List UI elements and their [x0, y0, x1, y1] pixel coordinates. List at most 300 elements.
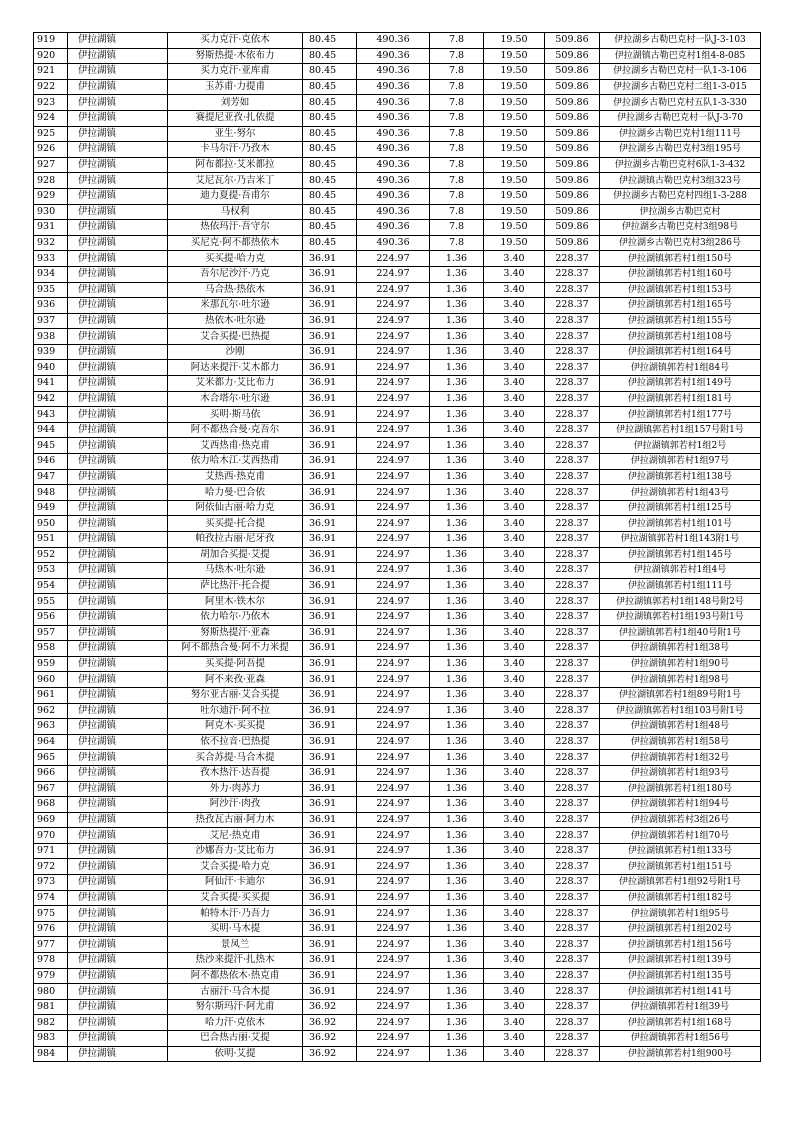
area-value: 36.91	[303, 594, 357, 610]
total-value: 228.37	[545, 765, 600, 781]
table-row	[34, 719, 761, 735]
rate-value: 1.36	[430, 953, 484, 969]
subsidy-value: 19.50	[484, 33, 545, 49]
total-value: 228.37	[545, 750, 600, 766]
row-number: 941	[34, 376, 68, 392]
town-name: 伊拉湖镇	[68, 313, 168, 329]
town-name: 伊拉湖镇	[68, 937, 168, 953]
subsidy-value: 3.40	[484, 391, 545, 407]
person-name: 马权利	[168, 204, 303, 220]
table-row	[34, 532, 761, 548]
amount-value: 224.97	[357, 469, 430, 485]
rate-value: 7.8	[430, 142, 484, 158]
area-value: 36.91	[303, 407, 357, 423]
area-value: 36.91	[303, 469, 357, 485]
town-name: 伊拉湖镇	[68, 469, 168, 485]
town-name: 伊拉湖镇	[68, 266, 168, 282]
amount-value: 224.97	[357, 298, 430, 314]
rate-value: 1.36	[430, 516, 484, 532]
table-row	[34, 376, 761, 392]
row-number: 982	[34, 1015, 68, 1031]
area-value: 36.91	[303, 781, 357, 797]
person-name: 艾西热甫·热克甫	[168, 438, 303, 454]
subsidy-value: 3.40	[484, 376, 545, 392]
rate-value: 1.36	[430, 719, 484, 735]
area-value: 36.91	[303, 547, 357, 563]
subsidy-value: 19.50	[484, 48, 545, 64]
area-value: 36.91	[303, 984, 357, 1000]
address: 伊拉湖乡古勒巴克村3组98号	[600, 220, 761, 236]
table-row	[34, 64, 761, 80]
area-value: 80.45	[303, 110, 357, 126]
town-name: 伊拉湖镇	[68, 797, 168, 813]
town-name: 伊拉湖镇	[68, 547, 168, 563]
row-number: 969	[34, 812, 68, 828]
table-row	[34, 407, 761, 423]
address: 伊拉湖镇郭若村1组58号	[600, 734, 761, 750]
table-row	[34, 625, 761, 641]
town-name: 伊拉湖镇	[68, 64, 168, 80]
area-value: 80.45	[303, 95, 357, 111]
rate-value: 1.36	[430, 1046, 484, 1062]
total-value: 228.37	[545, 1015, 600, 1031]
person-name: 吾尔尼沙汗·乃克	[168, 266, 303, 282]
area-value: 80.45	[303, 235, 357, 251]
table-row	[34, 220, 761, 236]
town-name: 伊拉湖镇	[68, 750, 168, 766]
amount-value: 490.36	[357, 126, 430, 142]
rate-value: 1.36	[430, 703, 484, 719]
person-name: 木合塔尔·吐尔逊	[168, 391, 303, 407]
total-value: 228.37	[545, 376, 600, 392]
area-value: 36.92	[303, 1046, 357, 1062]
person-name: 依明·艾提	[168, 1046, 303, 1062]
total-value: 228.37	[545, 391, 600, 407]
amount-value: 224.97	[357, 532, 430, 548]
town-name: 伊拉湖镇	[68, 48, 168, 64]
amount-value: 224.97	[357, 734, 430, 750]
rate-value: 1.36	[430, 672, 484, 688]
table-row	[34, 578, 761, 594]
subsidy-value: 3.40	[484, 500, 545, 516]
total-value: 509.86	[545, 33, 600, 49]
table-row	[34, 609, 761, 625]
table-row	[34, 999, 761, 1015]
address: 伊拉湖镇郭若村1组155号	[600, 313, 761, 329]
subsidy-value: 3.40	[484, 797, 545, 813]
row-number: 967	[34, 781, 68, 797]
subsidy-value: 3.40	[484, 641, 545, 657]
address: 伊拉湖镇郭若村1组193号附1号	[600, 609, 761, 625]
area-value: 36.91	[303, 454, 357, 470]
town-name: 伊拉湖镇	[68, 422, 168, 438]
area-value: 36.91	[303, 703, 357, 719]
row-number: 977	[34, 937, 68, 953]
total-value: 228.37	[545, 407, 600, 423]
amount-value: 224.97	[357, 376, 430, 392]
table-row	[34, 266, 761, 282]
rate-value: 1.36	[430, 485, 484, 501]
area-value: 36.91	[303, 906, 357, 922]
area-value: 36.91	[303, 953, 357, 969]
subsidy-value: 3.40	[484, 937, 545, 953]
row-number: 951	[34, 532, 68, 548]
row-number: 958	[34, 641, 68, 657]
address: 伊拉湖镇郭若村1组141号	[600, 984, 761, 1000]
address: 伊拉湖乡古勒巴克村二组1-3-015	[600, 79, 761, 95]
amount-value: 224.97	[357, 781, 430, 797]
address: 伊拉湖镇郭若村1组108号	[600, 329, 761, 345]
subsidy-value: 3.40	[484, 485, 545, 501]
area-value: 80.45	[303, 33, 357, 49]
address: 伊拉湖乡古勒巴克村6队1-3-432	[600, 157, 761, 173]
table-row	[34, 204, 761, 220]
address: 伊拉湖镇郭若村1组139号	[600, 953, 761, 969]
area-value: 36.91	[303, 797, 357, 813]
subsidy-value: 3.40	[484, 251, 545, 267]
total-value: 228.37	[545, 1046, 600, 1062]
amount-value: 224.97	[357, 360, 430, 376]
rate-value: 7.8	[430, 235, 484, 251]
area-value: 36.91	[303, 329, 357, 345]
subsidy-value: 3.40	[484, 672, 545, 688]
table-row	[34, 391, 761, 407]
area-value: 80.45	[303, 142, 357, 158]
person-name: 胡加合买提·艾提	[168, 547, 303, 563]
rate-value: 7.8	[430, 220, 484, 236]
town-name: 伊拉湖镇	[68, 609, 168, 625]
rate-value: 1.36	[430, 921, 484, 937]
town-name: 伊拉湖镇	[68, 812, 168, 828]
subsidy-value: 3.40	[484, 703, 545, 719]
subsidy-value: 3.40	[484, 407, 545, 423]
area-value: 36.91	[303, 532, 357, 548]
amount-value: 224.97	[357, 516, 430, 532]
table-body	[34, 33, 761, 1062]
address: 伊拉湖镇郭若村1组97号	[600, 454, 761, 470]
total-value: 228.37	[545, 921, 600, 937]
person-name: 阿仙汗·卡迪尔	[168, 875, 303, 891]
row-number: 928	[34, 173, 68, 189]
amount-value: 224.97	[357, 1031, 430, 1047]
address: 伊拉湖镇郭若村1组98号	[600, 672, 761, 688]
town-name: 伊拉湖镇	[68, 1046, 168, 1062]
person-name: 依力哈木江·艾西热甫	[168, 454, 303, 470]
area-value: 36.91	[303, 625, 357, 641]
town-name: 伊拉湖镇	[68, 781, 168, 797]
town-name: 伊拉湖镇	[68, 984, 168, 1000]
row-number: 956	[34, 609, 68, 625]
address: 伊拉湖镇郭若村1组145号	[600, 547, 761, 563]
rate-value: 1.36	[430, 687, 484, 703]
subsidy-value: 3.40	[484, 828, 545, 844]
row-number: 962	[34, 703, 68, 719]
subsidy-value: 3.40	[484, 921, 545, 937]
amount-value: 224.97	[357, 500, 430, 516]
amount-value: 224.97	[357, 719, 430, 735]
town-name: 伊拉湖镇	[68, 734, 168, 750]
town-name: 伊拉湖镇	[68, 828, 168, 844]
total-value: 228.37	[545, 329, 600, 345]
area-value: 80.45	[303, 157, 357, 173]
subsidy-value: 19.50	[484, 173, 545, 189]
amount-value: 224.97	[357, 812, 430, 828]
total-value: 228.37	[545, 812, 600, 828]
total-value: 228.37	[545, 594, 600, 610]
area-value: 36.91	[303, 672, 357, 688]
table-row	[34, 859, 761, 875]
total-value: 228.37	[545, 469, 600, 485]
town-name: 伊拉湖镇	[68, 391, 168, 407]
row-number: 948	[34, 485, 68, 501]
person-name: 阿达来提汗·艾木都力	[168, 360, 303, 376]
person-name: 哈力曼·巴合依	[168, 485, 303, 501]
subsidy-value: 3.40	[484, 812, 545, 828]
rate-value: 1.36	[430, 360, 484, 376]
town-name: 伊拉湖镇	[68, 126, 168, 142]
row-number: 942	[34, 391, 68, 407]
total-value: 228.37	[545, 516, 600, 532]
row-number: 931	[34, 220, 68, 236]
address: 伊拉湖乡古勒巴克村一队J-3-70	[600, 110, 761, 126]
address: 伊拉湖镇郭若村1组153号	[600, 282, 761, 298]
area-value: 36.91	[303, 516, 357, 532]
amount-value: 224.97	[357, 1015, 430, 1031]
address: 伊拉湖乡古勒巴克村五队1-3-330	[600, 95, 761, 111]
total-value: 228.37	[545, 251, 600, 267]
subsidy-value: 3.40	[484, 563, 545, 579]
total-value: 228.37	[545, 843, 600, 859]
address: 伊拉湖镇郭若村1组148号附2号	[600, 594, 761, 610]
subsidy-value: 19.50	[484, 79, 545, 95]
area-value: 36.91	[303, 578, 357, 594]
rate-value: 1.36	[430, 750, 484, 766]
table-row	[34, 890, 761, 906]
area-value: 36.91	[303, 890, 357, 906]
amount-value: 224.97	[357, 547, 430, 563]
address: 伊拉湖镇郭若村1组149号	[600, 376, 761, 392]
total-value: 228.37	[545, 360, 600, 376]
person-name: 买买提·哈力克	[168, 251, 303, 267]
subsidy-value: 3.40	[484, 454, 545, 470]
area-value: 36.91	[303, 266, 357, 282]
subsidy-value: 3.40	[484, 953, 545, 969]
area-value: 36.91	[303, 765, 357, 781]
amount-value: 224.97	[357, 687, 430, 703]
total-value: 228.37	[545, 875, 600, 891]
address: 伊拉湖镇郭若村1组90号	[600, 656, 761, 672]
rate-value: 1.36	[430, 563, 484, 579]
town-name: 伊拉湖镇	[68, 687, 168, 703]
town-name: 伊拉湖镇	[68, 672, 168, 688]
amount-value: 490.36	[357, 95, 430, 111]
person-name: 阿沙汗·肉孜	[168, 797, 303, 813]
table-row	[34, 95, 761, 111]
area-value: 80.45	[303, 48, 357, 64]
person-name: 马热木·吐尔逊	[168, 563, 303, 579]
row-number: 960	[34, 672, 68, 688]
town-name: 伊拉湖镇	[68, 719, 168, 735]
row-number: 945	[34, 438, 68, 454]
subsidy-value: 3.40	[484, 266, 545, 282]
rate-value: 1.36	[430, 875, 484, 891]
table-row	[34, 875, 761, 891]
total-value: 228.37	[545, 563, 600, 579]
total-value: 228.37	[545, 266, 600, 282]
person-name: 买明·斯马依	[168, 407, 303, 423]
area-value: 36.91	[303, 937, 357, 953]
amount-value: 224.97	[357, 313, 430, 329]
total-value: 228.37	[545, 797, 600, 813]
town-name: 伊拉湖镇	[68, 438, 168, 454]
rate-value: 1.36	[430, 937, 484, 953]
row-number: 981	[34, 999, 68, 1015]
address: 伊拉湖镇郭若村1组151号	[600, 859, 761, 875]
table-row	[34, 422, 761, 438]
address: 伊拉湖镇郭若村1组133号	[600, 843, 761, 859]
total-value: 228.37	[545, 298, 600, 314]
amount-value: 490.36	[357, 142, 430, 158]
total-value: 509.86	[545, 48, 600, 64]
subsidy-value: 3.40	[484, 1031, 545, 1047]
rate-value: 1.36	[430, 282, 484, 298]
town-name: 伊拉湖镇	[68, 516, 168, 532]
town-name: 伊拉湖镇	[68, 1031, 168, 1047]
amount-value: 224.97	[357, 797, 430, 813]
area-value: 36.91	[303, 750, 357, 766]
rate-value: 1.36	[430, 329, 484, 345]
total-value: 228.37	[545, 859, 600, 875]
town-name: 伊拉湖镇	[68, 220, 168, 236]
total-value: 509.86	[545, 173, 600, 189]
table-row	[34, 500, 761, 516]
person-name: 玉苏甫·力提甫	[168, 79, 303, 95]
rate-value: 1.36	[430, 609, 484, 625]
person-name: 刘芳如	[168, 95, 303, 111]
rate-value: 7.8	[430, 79, 484, 95]
person-name: 依不拉音·巴热提	[168, 734, 303, 750]
area-value: 36.91	[303, 719, 357, 735]
table-row	[34, 672, 761, 688]
area-value: 36.92	[303, 1015, 357, 1031]
row-number: 970	[34, 828, 68, 844]
town-name: 伊拉湖镇	[68, 329, 168, 345]
address: 伊拉湖乡古勒巴克村一队1-3-106	[600, 64, 761, 80]
town-name: 伊拉湖镇	[68, 921, 168, 937]
rate-value: 7.8	[430, 188, 484, 204]
person-name: 米那瓦尔·吐尔逊	[168, 298, 303, 314]
row-number: 921	[34, 64, 68, 80]
address: 伊拉湖镇郭若村1组138号	[600, 469, 761, 485]
subsidy-value: 3.40	[484, 984, 545, 1000]
area-value: 36.91	[303, 609, 357, 625]
total-value: 509.86	[545, 188, 600, 204]
row-number: 976	[34, 921, 68, 937]
amount-value: 490.36	[357, 157, 430, 173]
person-name: 阿克木·买买提	[168, 719, 303, 735]
amount-value: 224.97	[357, 765, 430, 781]
person-name: 古丽汗·马合木提	[168, 984, 303, 1000]
total-value: 228.37	[545, 734, 600, 750]
person-name: 马合热·热依木	[168, 282, 303, 298]
table-row	[34, 641, 761, 657]
area-value: 36.91	[303, 875, 357, 891]
area-value: 80.45	[303, 173, 357, 189]
row-number: 927	[34, 157, 68, 173]
area-value: 36.91	[303, 921, 357, 937]
person-name: 买买提·托合提	[168, 516, 303, 532]
area-value: 36.91	[303, 500, 357, 516]
town-name: 伊拉湖镇	[68, 625, 168, 641]
rate-value: 7.8	[430, 95, 484, 111]
total-value: 228.37	[545, 953, 600, 969]
town-name: 伊拉湖镇	[68, 142, 168, 158]
row-number: 971	[34, 843, 68, 859]
row-number: 922	[34, 79, 68, 95]
area-value: 36.91	[303, 485, 357, 501]
row-number: 929	[34, 188, 68, 204]
amount-value: 224.97	[357, 953, 430, 969]
subsidy-value: 3.40	[484, 656, 545, 672]
table-row	[34, 765, 761, 781]
row-number: 944	[34, 422, 68, 438]
address: 伊拉湖镇郭若村1组181号	[600, 391, 761, 407]
total-value: 509.86	[545, 110, 600, 126]
address: 伊拉湖镇郭若村1组2号	[600, 438, 761, 454]
amount-value: 224.97	[357, 282, 430, 298]
person-name: 努斯热提·木依布力	[168, 48, 303, 64]
town-name: 伊拉湖镇	[68, 906, 168, 922]
rate-value: 7.8	[430, 157, 484, 173]
address: 伊拉湖镇郭若村1组92号附1号	[600, 875, 761, 891]
subsidy-value: 3.40	[484, 438, 545, 454]
rate-value: 1.36	[430, 594, 484, 610]
person-name: 吐尔迪汗·阿不拉	[168, 703, 303, 719]
area-value: 80.45	[303, 204, 357, 220]
total-value: 228.37	[545, 641, 600, 657]
total-value: 228.37	[545, 438, 600, 454]
town-name: 伊拉湖镇	[68, 282, 168, 298]
person-name: 卡马尔汗·乃孜木	[168, 142, 303, 158]
amount-value: 224.97	[357, 703, 430, 719]
total-value: 509.86	[545, 235, 600, 251]
total-value: 228.37	[545, 937, 600, 953]
rate-value: 1.36	[430, 641, 484, 657]
rate-value: 1.36	[430, 968, 484, 984]
subsidy-value: 19.50	[484, 188, 545, 204]
rate-value: 1.36	[430, 999, 484, 1015]
table-row	[34, 251, 761, 267]
total-value: 228.37	[545, 422, 600, 438]
amount-value: 224.97	[357, 344, 430, 360]
table-row	[34, 812, 761, 828]
table-row	[34, 968, 761, 984]
total-value: 228.37	[545, 999, 600, 1015]
town-name: 伊拉湖镇	[68, 656, 168, 672]
subsidy-value: 3.40	[484, 329, 545, 345]
rate-value: 1.36	[430, 984, 484, 1000]
town-name: 伊拉湖镇	[68, 968, 168, 984]
total-value: 228.37	[545, 703, 600, 719]
amount-value: 224.97	[357, 890, 430, 906]
subsidy-value: 3.40	[484, 890, 545, 906]
town-name: 伊拉湖镇	[68, 157, 168, 173]
table-row	[34, 984, 761, 1000]
address: 伊拉湖镇郭若村1组135号	[600, 968, 761, 984]
amount-value: 224.97	[357, 921, 430, 937]
row-number: 954	[34, 578, 68, 594]
row-number: 924	[34, 110, 68, 126]
